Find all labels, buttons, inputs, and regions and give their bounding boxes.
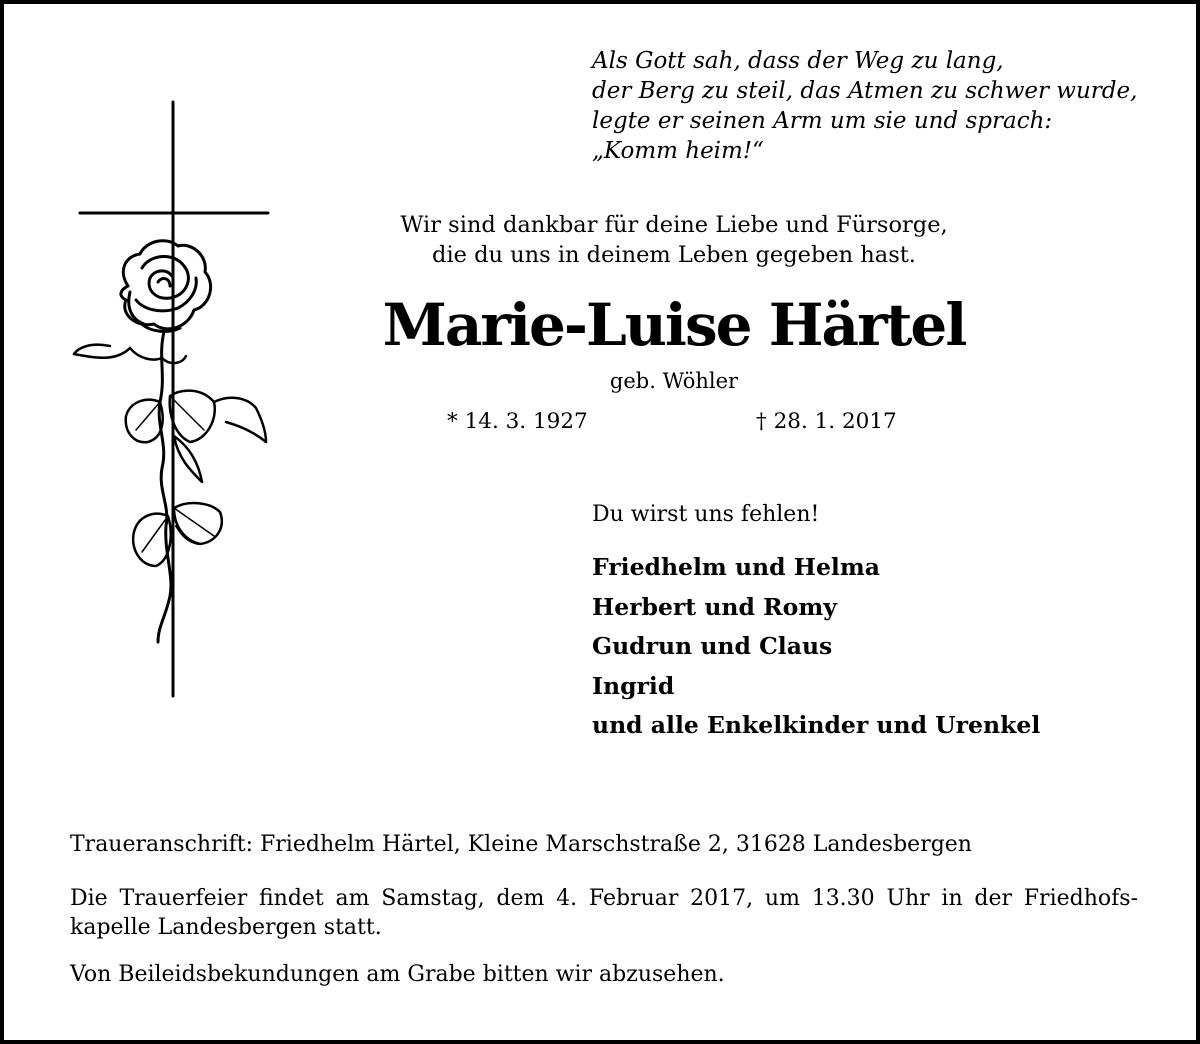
cross-with-rose-icon	[70, 96, 280, 702]
thanks-text	[376, 210, 972, 270]
mourner-entry: Herbert und Romy	[592, 592, 837, 621]
poem-line: „Komm heim!“	[592, 138, 764, 164]
thanks-line: die du uns in deinem Leben gegeben hast.	[432, 242, 916, 268]
poem-line: legte er seinen Arm um sie und sprach:	[592, 108, 1053, 134]
poem-line: der Berg zu steil, das Atmen zu schwer wurde,	[592, 78, 1138, 104]
funeral-info: Die Trauerfeier findet am Samstag, dem 4. Februar 2017, um 13.30 Uhr in der Friedhofskapelle Landesbergen statt.	[70, 886, 1138, 940]
mourning-address: Traueranschrift: Friedhelm Härtel, Kleine Marschstraße 2, 31628 Landesbergen	[70, 832, 972, 857]
maiden-name: geb. Wöhler	[609, 369, 739, 393]
mourner-entry: Ingrid	[592, 671, 675, 700]
poem-line: Als Gott sah, dass der Weg zu lang,	[592, 48, 1004, 74]
deceased-name: Marie-Luise Härtel	[382, 291, 966, 359]
condolence-note: Von Beileidsbekundungen am Grabe bitten wir abzusehen.	[70, 962, 725, 987]
birth-date: * 14. 3. 1927	[447, 409, 588, 434]
mourners-list	[592, 548, 1040, 746]
mourner-entry: und alle Enkelkinder und Urenkel	[592, 711, 1041, 739]
poem	[592, 46, 1137, 166]
mourner-entry: Gudrun und Claus	[592, 632, 833, 660]
mourner-entry: Friedhelm und Helma	[592, 553, 880, 581]
thanks-line: Wir sind dankbar für deine Liebe und Fürsorge,	[400, 212, 948, 238]
farewell-text: Du wirst uns fehlen!	[592, 502, 820, 527]
death-date: † 28. 1. 2017	[756, 409, 897, 434]
